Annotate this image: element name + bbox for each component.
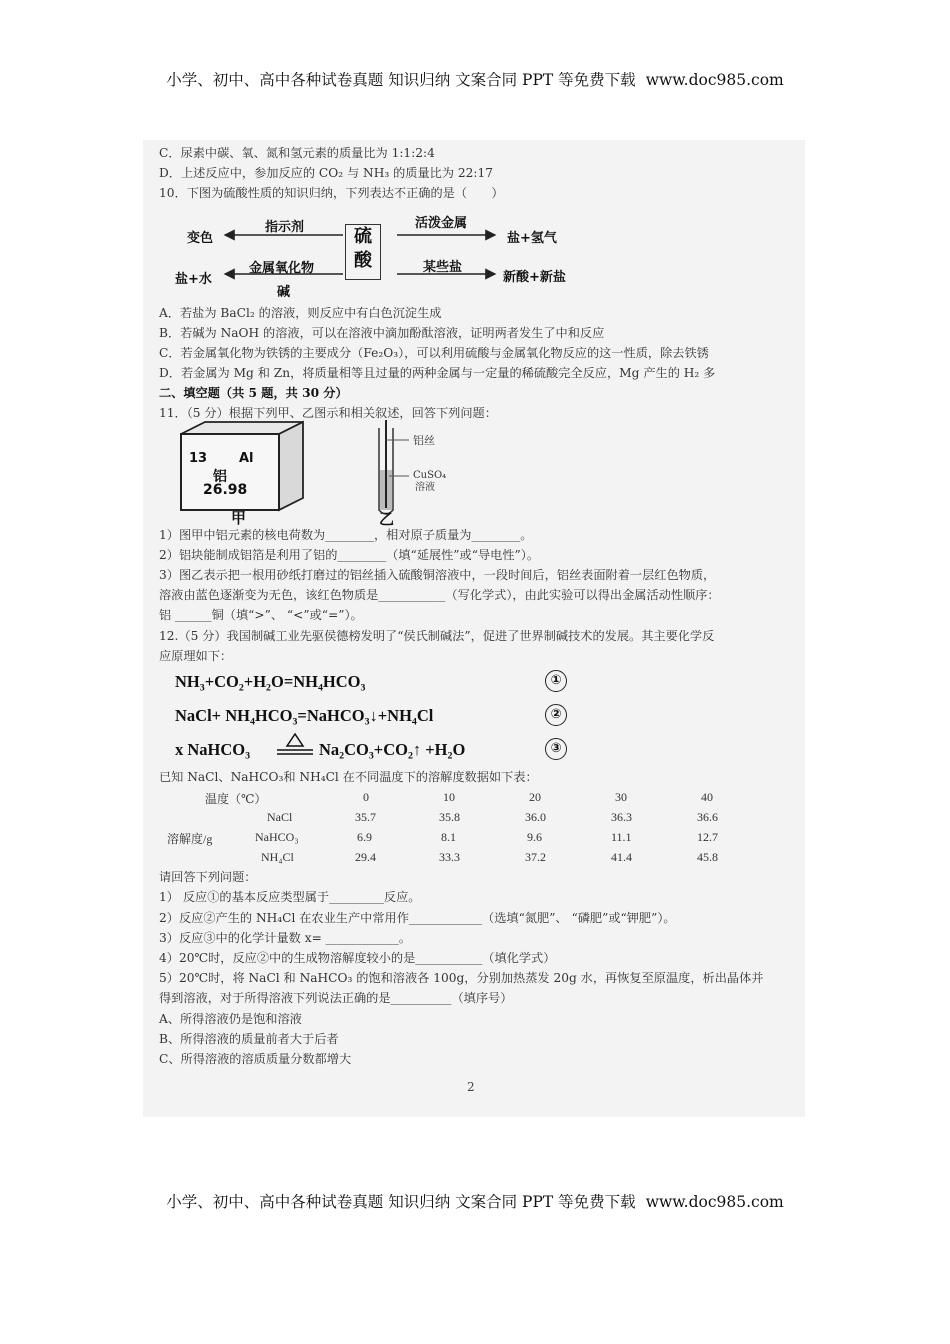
salt-water-label: 盐+水 (175, 272, 212, 287)
row-name: NaHCO₃ (255, 830, 299, 844)
option-c-urea: C．尿素中碳、氧、氮和氢元素的质量比为 1:1:2:4 (159, 146, 435, 160)
option-c: C、所得溶液的溶质质量分数都增大 (159, 1052, 352, 1066)
question-12-2: 2）反应②产生的 NH₄Cl 在农业生产中常用作____________（选填“氮肥”、 “磷肥”或“钾肥”）。 (159, 911, 676, 925)
table-cell: 37.2 (525, 850, 546, 864)
question-12a: 12.（5 分）我国制碱工业先驱侯德榜发明了“侯氏制碱法”，促进了世界制碱技术的发展。其主要化学反 (159, 629, 715, 643)
temp-10: 10 (443, 790, 455, 804)
table-cell: 36.6 (697, 810, 718, 824)
footer-text: 小学、初中、高中各种试卷真题 知识归纳 文案合同 PPT 等免费下载 (166, 1193, 636, 1211)
section-2-title: 二、填空题（共 5 题，共 30 分） (159, 386, 348, 400)
page-footer (0, 1190, 950, 1212)
heat-symbol-icon (275, 732, 315, 758)
question-12-3: 3）反应③中的化学计量数 x= ____________。 (159, 931, 411, 945)
box-front-face (181, 434, 279, 510)
solution-label: 溶液 (415, 482, 435, 493)
question-12-1: 1） 反应①的基本反应类型属于_________反应。 (159, 890, 421, 904)
equation-1: NH₃+CO₂+H₂O=NH₄HCO₃ (175, 672, 366, 691)
known-data-intro: 已知 NaCl、NaHCO₃和 NH₄Cl 在不同温度下的溶解度数据如下表： (159, 770, 538, 784)
equation-1-number: ① (545, 670, 567, 692)
element-symbol: Al (239, 451, 254, 466)
question-11-2: 2）铝块能制成铝箔是利用了铝的________（填“延展性”或“导电性”）。 (159, 548, 540, 562)
equation-2-number: ② (545, 704, 567, 726)
table-cell: 6.9 (357, 830, 372, 844)
question-11-3a: 3）图乙表示把一根用砂纸打磨过的铝丝插入硫酸铜溶液中，一段时间后，铝丝表面附着一层红色物质， (159, 568, 716, 582)
table-cell: 8.1 (441, 830, 456, 844)
equation-3-right: Na₂CO₃+CO₂↑ +H₂O (319, 740, 466, 759)
table-cell: 35.8 (439, 810, 460, 824)
some-salt-label: 某些盐 (423, 260, 463, 275)
cuso4-label: CuSO₄ (413, 470, 447, 481)
page-header (0, 68, 950, 90)
footer-url: www.doc985.com (645, 1193, 784, 1211)
equation-2: NaCl+ NH₄HCO₃=NaHCO₃↓+NH₄Cl (175, 706, 434, 725)
label-jia: 甲 (231, 509, 247, 527)
solubility-header: 溶解度/g (167, 832, 213, 846)
row-name: NaCl (267, 810, 293, 824)
page-number: 2 (467, 1080, 475, 1094)
row-name: NH₄Cl (261, 850, 294, 864)
acid-char-top: 硫 (354, 226, 372, 247)
diagram-arrows (143, 140, 805, 300)
table-cell: 36.0 (525, 810, 546, 824)
question-10: 10．下图为硫酸性质的知识归纳，下列表达不正确的是（ ） (159, 186, 504, 200)
table-cell: 11.1 (611, 830, 632, 844)
option-d-ratio: D．上述反应中，参加反应的 CO₂ 与 NH₃ 的质量比为 22:17 (159, 166, 494, 180)
table-cell: 9.6 (527, 830, 542, 844)
wire-label: 铝丝 (413, 434, 435, 447)
table-cell: 41.4 (611, 850, 632, 864)
question-12-5a: 5）20℃时，将 NaCl 和 NaHCO₃ 的饱和溶液各 100g，分别加热蒸发 20g 水，再恢复至原温度，析出晶体并 (159, 971, 764, 985)
question-11: 11．（5 分）根据下列甲、乙图示和相关叙述，回答下列问题： (159, 406, 497, 420)
temp-30: 30 (615, 790, 627, 804)
atomic-mass: 26.98 (203, 482, 248, 498)
new-acid-salt-label: 新酸+新盐 (503, 270, 566, 285)
temp-20: 20 (529, 790, 541, 804)
table-cell: 45.8 (697, 850, 718, 864)
atomic-number: 13 (189, 451, 208, 466)
table-cell: 12.7 (697, 830, 718, 844)
option-10b: B．若碱为 NaOH 的溶液，可以在溶液中滴加酚酞溶液，证明两者发生了中和反应 (159, 326, 605, 340)
question-11-3b: 溶液由蓝色逐渐变为无色，该红色物质是___________（写化学式），由此实验可以得出金属活动性顺序： (159, 588, 720, 602)
salt-h2-label: 盐+氢气 (507, 231, 557, 246)
option-10d: D．若金属为 Mg 和 Zn，将质量相等且过量的两种金属与一定量的稀硫酸完全反应，Mg 产生的 H₂ 多 (159, 366, 716, 380)
label-yi: 乙 (379, 510, 395, 528)
question-11-3c: 铝 ______铜（填“>”、 “<”或“=”）。 (159, 608, 363, 622)
equation-3-number: ③ (545, 738, 567, 760)
base-label: 碱 (277, 285, 291, 300)
scanned-page (143, 140, 805, 1117)
element-name: 铝 (213, 469, 227, 485)
temperature-header: 温度（℃） (205, 792, 267, 806)
table-cell: 35.7 (355, 810, 376, 824)
metal-oxide-label: 金属氧化物 (249, 261, 315, 276)
table-cell: 29.4 (355, 850, 376, 864)
table-cell: 33.3 (439, 850, 460, 864)
sulfuric-acid-box (345, 224, 381, 280)
header-url: www.doc985.com (645, 71, 784, 89)
question-12-4: 4）20℃时，反应②中的生成物溶解度较小的是___________（填化学式） (159, 951, 556, 965)
option-10c: C．若金属氧化物为铁锈的主要成分（Fe₂O₃），可以利用硫酸与金属氧化物反应的这一性质，除去铁锈 (159, 346, 709, 360)
option-10a: A．若盐为 BaCl₂ 的溶液，则反应中有白色沉淀生成 (159, 306, 442, 320)
color-change-label: 变色 (187, 231, 214, 246)
temp-0: 0 (363, 790, 369, 804)
question-11-1: 1）图甲中铝元素的核电荷数为________，相对原子质量为________。 (159, 528, 533, 542)
table-cell: 36.3 (611, 810, 632, 824)
active-metal-label: 活泼金属 (415, 216, 468, 231)
acid-char-bottom: 酸 (354, 250, 372, 271)
question-12-5b: 得到溶液，对于所得溶液下列说法正确的是__________（填序号） (159, 991, 513, 1005)
option-a: A、所得溶液仍是饱和溶液 (159, 1012, 302, 1026)
answer-prompt: 请回答下列问题： (159, 870, 257, 884)
equation-3-left: x NaHCO₃ (175, 740, 251, 759)
temp-40: 40 (701, 790, 713, 804)
indicator-label: 指示剂 (265, 220, 305, 235)
box-side-face (279, 422, 303, 510)
option-b: B、所得溶液的质量前者大于后者 (159, 1032, 339, 1046)
header-text: 小学、初中、高中各种试卷真题 知识归纳 文案合同 PPT 等免费下载 (166, 71, 636, 89)
question-12b: 应原理如下： (159, 649, 233, 663)
